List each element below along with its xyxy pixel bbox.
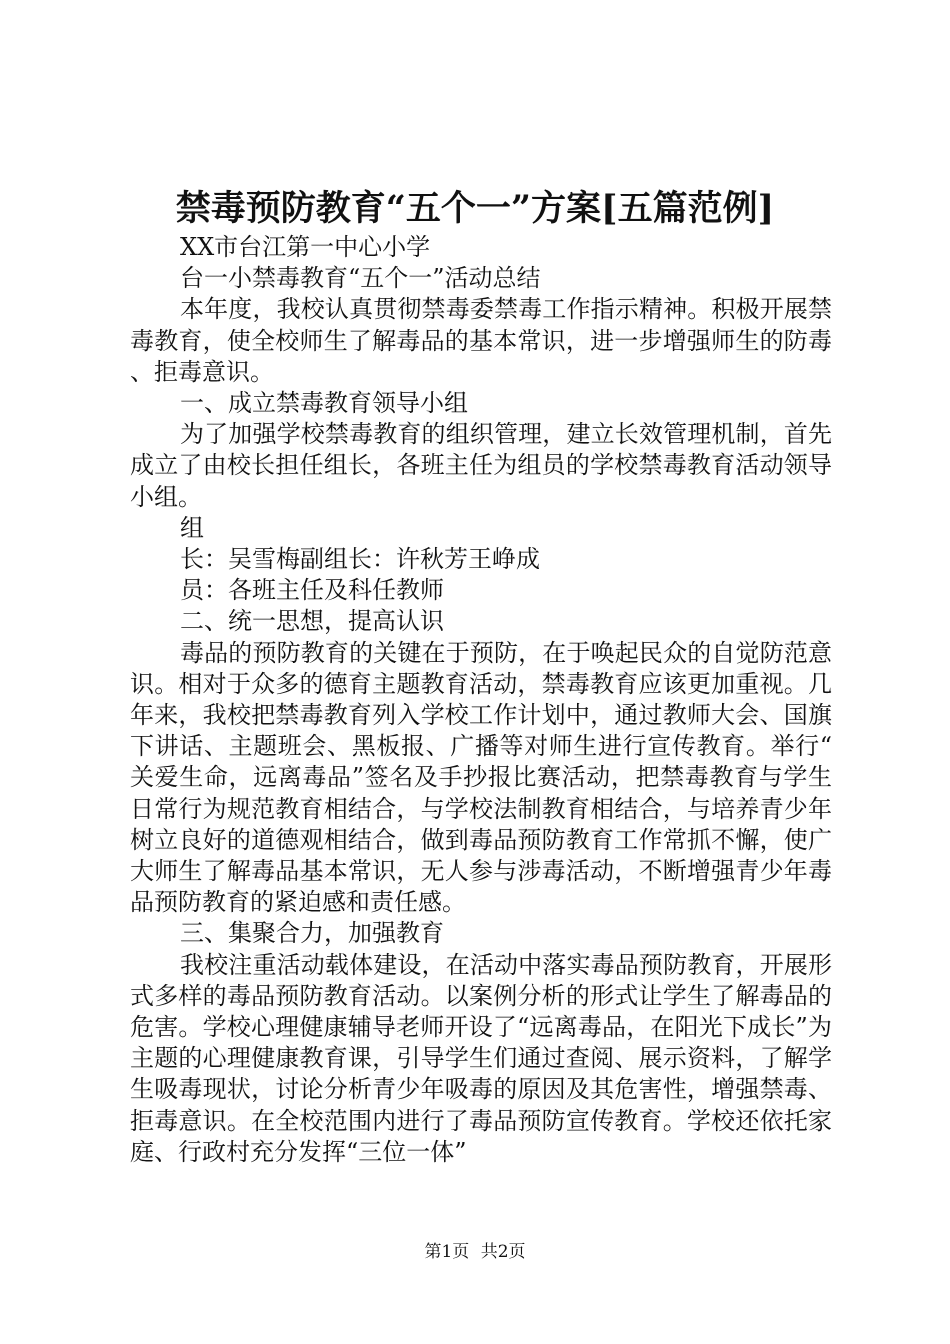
paragraph-section-2: 毒品的预防教育的关键在于预防，在于唤起民众的自觉防范意识。相对于众多的德育主题教育活动，禁毒教育应该更加重视。几年来，我校把禁毒教育列入学校工作计划中，通过教师大会、国旗下讲话、主题班会、黑板报、广播等对师生进行宣传教育。举行“关爱生命，远离毒品”签名及手抄报比赛活动，把禁毒教育与学生日常行为规范教育相结合，与学校法制教育相结合，与培养青少年树立良好的道德观相结合，做到毒品预防教育工作常抓不懈，使广大师生了解毒品基本常识，无人参与涉毒活动，不断增强青少年毒品预防教育的紧迫感和责任感。 bbox=[130, 638, 832, 917]
page-total: 共2页 bbox=[480, 1242, 526, 1262]
document-title: 禁毒预防教育“五个一”方案[五篇范例] bbox=[175, 188, 775, 229]
section-heading-3: 三、集聚合力，加强教育 bbox=[180, 919, 444, 948]
paragraph-group-leaders: 长：吴雪梅副组长：许秋芳王峥成 bbox=[180, 545, 540, 574]
paragraph-subtitle: 台一小禁毒教育“五个一”活动总结 bbox=[180, 264, 541, 293]
paragraph-group-members: 员：各班主任及科任教师 bbox=[180, 576, 444, 605]
paragraph-group-label: 组 bbox=[180, 513, 204, 542]
paragraph-school-name: XX市台江第一中心小学 bbox=[180, 233, 431, 261]
paragraph-intro: 本年度，我校认真贯彻禁毒委禁毒工作指示精神。积极开展禁毒教育，使全校师生了解毒品的基本常识，进一步增强师生的防毒、拒毒意识。 bbox=[130, 295, 832, 386]
paragraph-section-1: 为了加强学校禁毒教育的组织管理，建立长效管理机制，首先成立了由校长担任组长，各班主任为组员的学校禁毒教育活动领导小组。 bbox=[130, 420, 832, 511]
paragraph-section-3: 我校注重活动载体建设，在活动中落实毒品预防教育，开展形式多样的毒品预防教育活动。以案例分析的形式让学生了解毒品的危害。学校心理健康辅导老师开设了“远离毒品，在阳光下成长”为主题的心理健康教育课，引导学生们通过查阅、展示资料，了解学生吸毒现状，讨论分析青少年吸毒的原因及其危害性，增强禁毒、拒毒意识。在全校范围内进行了毒品预防宣传教育。学校还依托家庭、行政村充分发挥“三位一体” bbox=[130, 950, 832, 1166]
page-number: 第1页 bbox=[424, 1242, 470, 1262]
document-body bbox=[130, 232, 832, 1168]
section-heading-1: 一、成立禁毒教育领导小组 bbox=[180, 389, 468, 418]
page-footer bbox=[0, 1240, 950, 1264]
section-heading-2: 二、统一思想，提高认识 bbox=[180, 607, 444, 636]
